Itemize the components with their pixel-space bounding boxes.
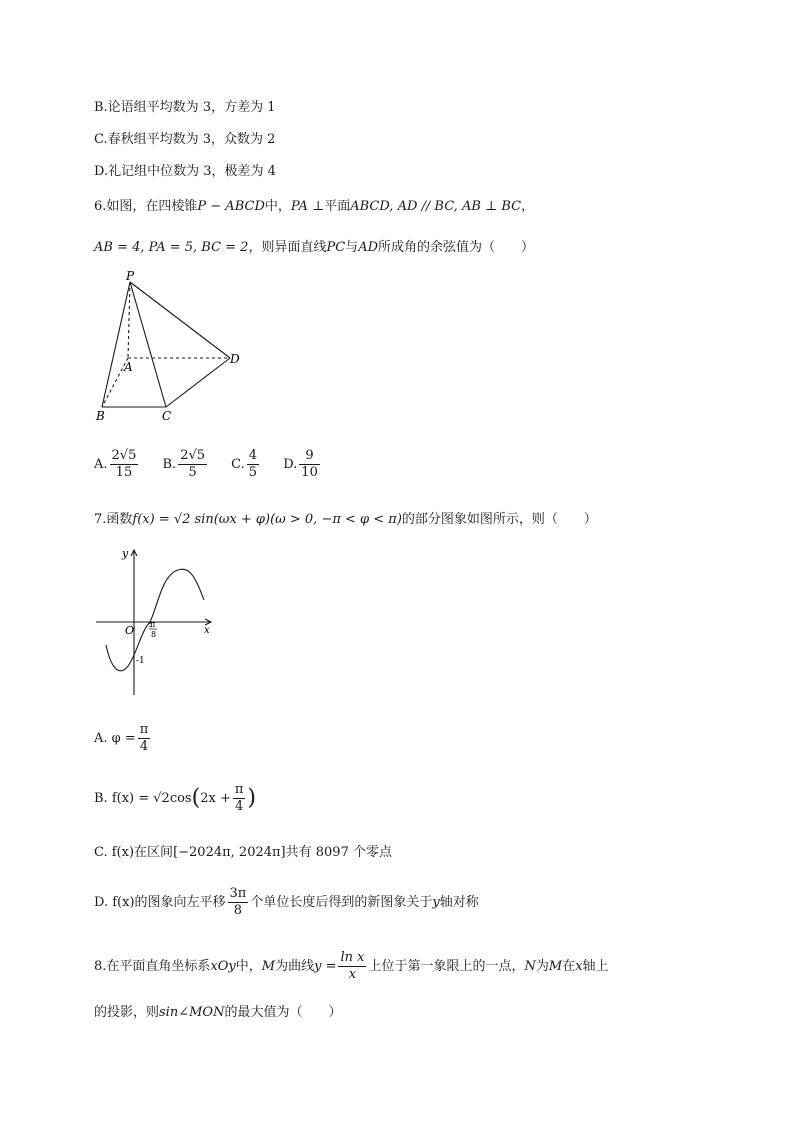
origin-label: O — [125, 624, 135, 637]
q7-stem: 7.函数f(x) = √2 sin(ωx + φ)(ω > 0, −π < φ < π)的部分图象如图所示，则（ ） — [94, 512, 597, 527]
q8-stem-line2: 的投影，则sin∠MON的最大值为（ ） — [94, 1005, 342, 1020]
q6-stem-line1: 6.如图，在四棱锥P − ABCD中，PA ⊥平面ABCD, AD // BC, AB ⊥ BC， — [94, 199, 535, 214]
label-a: A — [124, 360, 133, 374]
q6-stem-line2: AB = 4, PA = 5, BC = 2，则异面直线PC与AD所成角的余弦值为（ ） — [94, 240, 535, 255]
sine-graph — [92, 545, 217, 700]
q6-option-a: A. $\frac{2√5}{15}$ — [94, 448, 137, 480]
q7-option-a: A. φ = $\frac{\pi}{4}$ — [94, 722, 149, 754]
label-c: C — [162, 409, 172, 423]
label-b: B — [96, 409, 105, 423]
q5-option-d: D.礼记组中位数为 3，极差为 4 — [94, 164, 276, 179]
axis-y-label: y — [122, 547, 129, 560]
label-d: D — [230, 352, 240, 366]
tick-pi-label: π — [150, 620, 156, 629]
q5-option-b: B.论语组平均数为 3，方差为 1 — [94, 100, 276, 115]
label-p: P — [126, 270, 135, 283]
q6-options — [94, 448, 340, 481]
q7-option-c: C. f(x)在区间[−2024π, 2024π]共有 8097 个零点 — [94, 845, 392, 860]
q6-option-c: C. $\frac{4}{5}$ — [231, 448, 258, 480]
tick-8-label: 8 — [151, 630, 157, 639]
q7-option-d: D. f(x)的图象向左平移 $\frac{3\pi}{8}$ 个单位长度后得到的新图象关于y轴对称 — [94, 886, 479, 918]
q8-stem-line1: 8.在平面直角坐标系xOy中，M为曲线y = $\frac{\text{ln x}}{x}$ 上位于第一象限上的一点，N为M在x轴上 — [94, 950, 609, 982]
q6-option-d: D. $\frac{9}{10}$ — [283, 448, 318, 480]
q5-option-c: C.春秋组平均数为 3，众数为 2 — [94, 132, 276, 147]
q6-option-b: B. $\frac{2√5}{5}$ — [162, 448, 206, 480]
axis-x-label: x — [204, 625, 210, 636]
q7-option-b: B. f(x) = √2cos(2x + $\frac{\pi}{4}$ ) — [94, 782, 256, 814]
pyramid-figure — [90, 270, 260, 425]
minus-one-label: -1 — [136, 656, 145, 666]
